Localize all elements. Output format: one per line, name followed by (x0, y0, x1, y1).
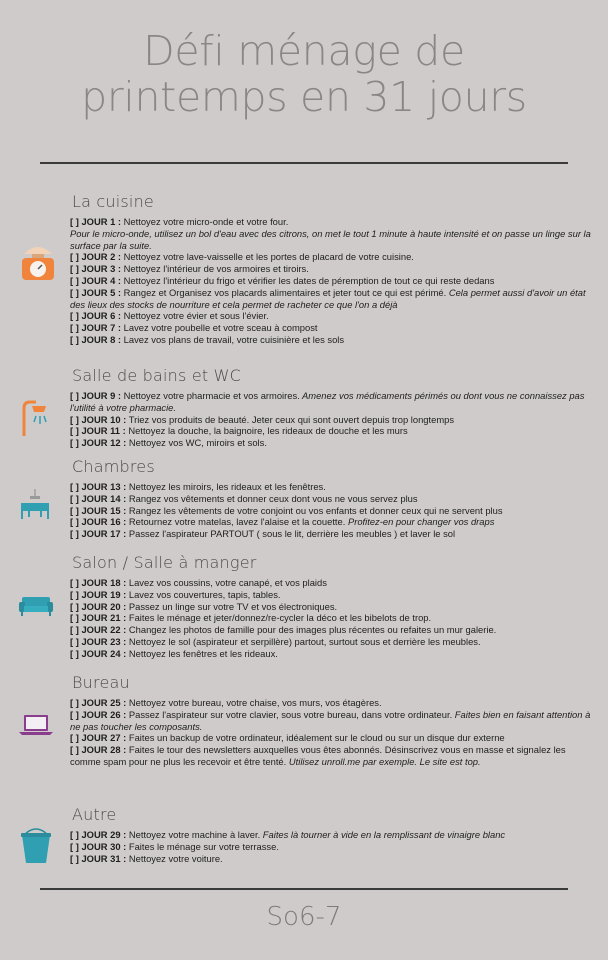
list-item: [ ] JOUR 10 : Triez vos produits de beauté. Jeter ceux qui sont ouvert depuis trop longtemps (70, 413, 455, 425)
section-heading: Salon / Salle à manger (72, 553, 257, 572)
list-item: [ ] JOUR 22 : Changez les photos de famille pour des images plus récentes ou refaites un mur galerie. (70, 624, 497, 636)
list-item: [ ] JOUR 27 : Faites un backup de votre ordinateur, idéalement sur le cloud ou sur un disque dur externe (70, 732, 505, 744)
list-item: [ ] JOUR 12 : Nettoyez vos WC, miroirs et sols. (70, 437, 267, 449)
list-item: [ ] JOUR 4 : Nettoyez l'intérieur du frigo et vérifier les dates de péremption de tout ce qui reste dedans (70, 274, 495, 286)
list-item: [ ] JOUR 19 : Lavez vos couvertures, tapis, tables. (70, 588, 281, 600)
list-item: [ ] JOUR 24 : Nettoyez les fenêtres et les rideaux. (70, 647, 278, 659)
list-item: [ ] JOUR 23 : Nettoyez le sol (aspirateur et serpillère) partout, surtout sous et derrière les meubles. (70, 635, 481, 647)
list-item: [ ] JOUR 25 : Nettoyez votre bureau, votre chaise, vos murs, vos étagères. (70, 697, 382, 708)
list-item: [ ] JOUR 2 : Nettoyez votre lave-vaisselle et les portes de placard de votre cuisine. (70, 251, 414, 263)
list-item: [ ] JOUR 3 : Nettoyez l'intérieur de vos armoires et tiroirs. (70, 263, 309, 275)
list-item: [ ] JOUR 7 : Lavez votre poubelle et votre sceau à compost (70, 322, 318, 334)
list-item: [ ] JOUR 11 : Nettoyez la douche, la baignoire, les rideaux de douche et les murs (70, 425, 408, 437)
list-item: [ ] JOUR 14 : Rangez vos vêtements et donner ceux dont vous ne vous servez plus (70, 492, 418, 504)
section-items (70, 697, 596, 768)
list-item: [ ] JOUR 30 : Faites le ménage sur votre terrasse. (70, 840, 279, 852)
bucket-icon (18, 827, 54, 865)
list-item: [ ] JOUR 9 : Nettoyez votre pharmacie et vos armoires. Amenez vos médicaments périmés ou dont vous ne connaissez pas l'utilité à votre pharmacie. (70, 390, 585, 413)
list-item: [ ] JOUR 29 : Nettoyez votre machine à laver. Faites là tourner à vide en la remplissant de vinaigre blanc (70, 829, 506, 840)
list-item: [ ] JOUR 18 : Lavez vos coussins, votre canapé, et vos plaids (70, 577, 327, 588)
section-heading: Autre (72, 805, 117, 824)
list-item: [ ] JOUR 6 : Nettoyez votre évier et sous l'évier. (70, 310, 269, 322)
list-item: [ ] JOUR 28 : Faites le tour des newsletters auxquelles vous êtes abonnés. Désinscrivez vous en masse et signalez les comme spam pour ne plus les recevoir et être tenté. Utilisez unroll.me par exemple. Le site est top. (70, 744, 566, 767)
bed-icon (18, 487, 52, 521)
top-divider (40, 162, 568, 164)
section-heading: La cuisine (72, 192, 154, 211)
list-item: [ ] JOUR 5 : Rangez et Organisez vos placards alimentaires et jeter tout ce qui est périmé. Cela permet aussi d'avoir un état des lieux des stocks de nourriture et cela permet de racheter ce que l'on a déjà (70, 286, 586, 310)
bottom-divider (40, 888, 568, 890)
shower-icon (18, 398, 58, 438)
section-items (70, 216, 596, 346)
list-item: [ ] JOUR 1 : Nettoyez votre micro-onde et votre four. Pour le micro-onde, utilisez un bol d'eau avec des citrons, on met le tout 1 minute à haute intensité et on passe un linge sur la surface par la suite. (70, 216, 591, 251)
page-title (0, 28, 608, 120)
list-item: [ ] JOUR 13 : Nettoyez les miroirs, les rideaux et les fenêtres. (70, 481, 326, 492)
list-item: [ ] JOUR 8 : Lavez vos plans de travail, votre cuisinière et les sols (70, 333, 345, 345)
section-items (70, 481, 596, 540)
section-items (70, 829, 596, 864)
list-item: [ ] JOUR 15 : Rangez les vêtements de votre conjoint ou vos enfants et donner ceux qui ne servent plus (70, 504, 503, 516)
section-heading: Chambres (72, 457, 155, 476)
title-line-1: Défi ménage de (143, 27, 465, 75)
title-line-2: printemps en 31 jours (81, 73, 527, 121)
section-items (70, 390, 596, 449)
list-item: [ ] JOUR 16 : Retournez votre matelas, lavez l'alaise et la couette. Profitez-en pour changer vos draps (70, 516, 495, 528)
sofa-icon (18, 595, 54, 617)
laptop-icon (18, 713, 54, 737)
kitchen-scale-icon (18, 236, 58, 284)
list-item: [ ] JOUR 20 : Passez un linge sur votre TV et vos électroniques. (70, 600, 338, 612)
list-item: [ ] JOUR 17 : Passez l'aspirateur PARTOUT ( sous le lit, derrière les meubles ) et laver le sol (70, 528, 456, 540)
footer-signature: So6-7 (266, 902, 342, 932)
list-item: [ ] JOUR 26 : Passez l'aspirateur sur votre clavier, sous votre bureau, dans votre ordinateur. Faites bien en faisant attention à ne pas toucher les composants. (70, 708, 591, 732)
section-heading: Salle de bains et WC (72, 366, 242, 385)
section-items (70, 577, 596, 660)
list-item: [ ] JOUR 31 : Nettoyez votre voiture. (70, 852, 223, 864)
list-item: [ ] JOUR 21 : Faites le ménage et jeter/donnez/re-cycler la déco et les bibelots de trop. (70, 612, 432, 624)
section-heading: Bureau (72, 673, 130, 692)
